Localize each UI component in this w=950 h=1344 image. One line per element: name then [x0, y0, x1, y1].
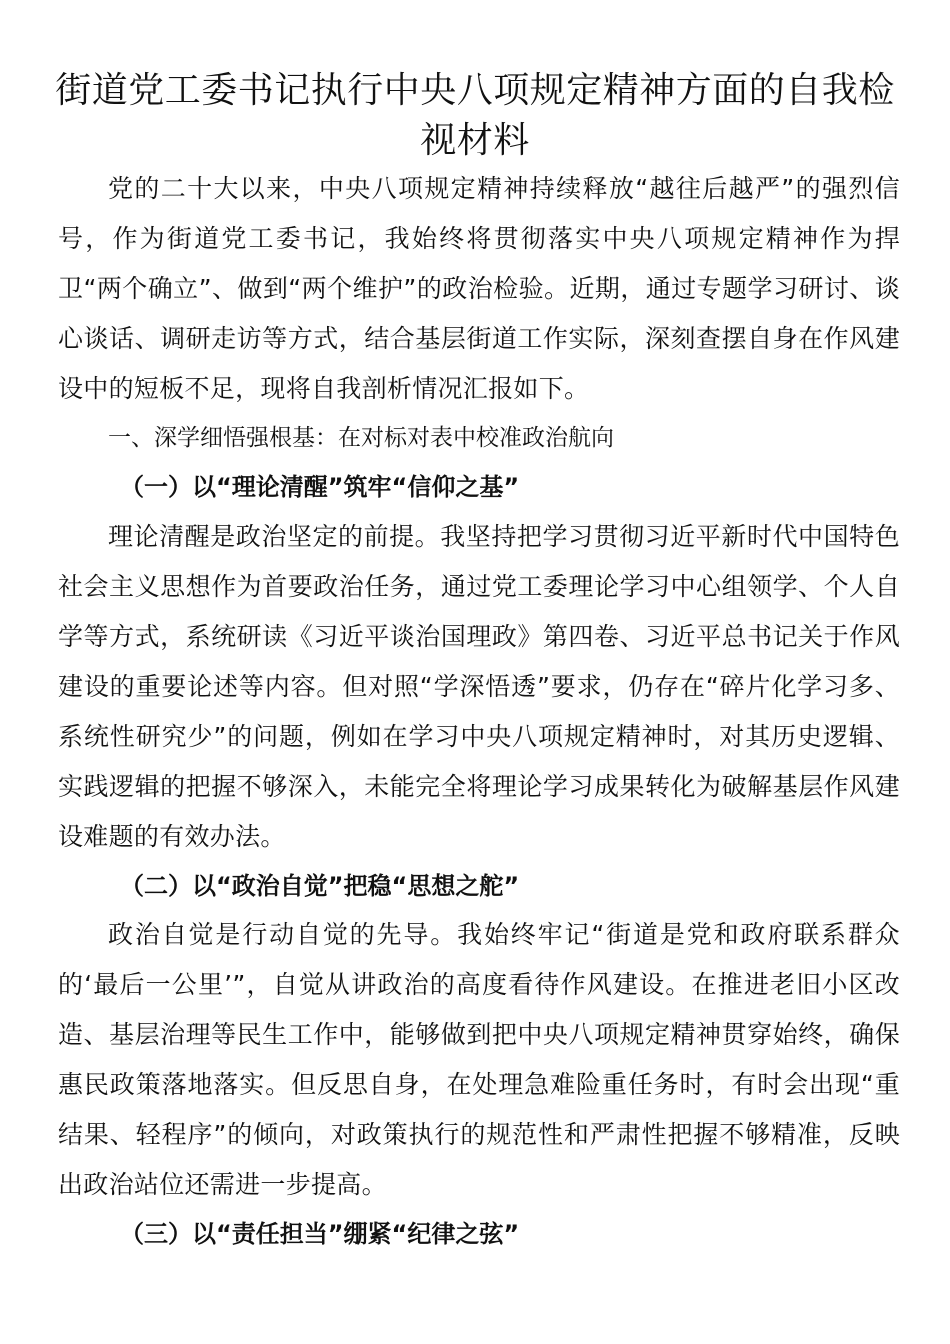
section-heading: 一、深学细悟强根基：在对标对表中校准政治航向: [108, 425, 614, 451]
subsection-heading-1: （一）以“理论清醒”筑牢“信仰之基”: [120, 473, 520, 501]
subsection-body-2: 政治自觉是行动自觉的先导。我始终牢记“街道是党和政府联系群众的‘最后一公里’”，自觉从讲政治的高度看待作风建设。在推进老旧小区改造、基层治理等民生工作中，能够做到把中央八项规定精神贯穿始终，确保惠民政策落地落实。但反思自身，在处理急难险重任务时，有时会出现“重结果、轻程序”的倾向，对政策执行的规范性和严肃性把握不够精准，反映出政治站位还需进一步提高。: [58, 920, 900, 1199]
document-title: 街道党工委书记执行中央八项规定精神方面的自我检视材料: [55, 70, 895, 161]
intro-paragraph: 党的二十大以来，中央八项规定精神持续释放“越往后越严”的强烈信号，作为街道党工委书记，我始终将贯彻落实中央八项规定精神作为捍卫“两个确立”、做到“两个维护”的政治检验。近期，通过专题学习研讨、谈心谈话、调研走访等方式，结合基层街道工作实际，深刻查摆自身在作风建设中的短板不足，现将自我剖析情况汇报如下。: [58, 174, 900, 403]
subsection-heading-2: （二）以“政治自觉”把稳“思想之舵”: [120, 872, 520, 900]
subsection-body-1: 理论清醒是政治坚定的前提。我坚持把学习贯彻习近平新时代中国特色社会主义思想作为首要政治任务，通过党工委理论学习中心组领学、个人自学等方式，系统研读《习近平谈治国理政》第四卷、习近平总书记关于作风建设的重要论述等内容。但对照“学深悟透”要求，仍存在“碎片化学习多、系统性研究少”的问题，例如在学习中央八项规定精神时，对其历史逻辑、实践逻辑的把握不够深入，未能完全将理论学习成果转化为破解基层作风建设难题的有效办法。: [58, 522, 900, 851]
subsection-heading-3: （三）以“责任担当”绷紧“纪律之弦”: [120, 1220, 520, 1248]
